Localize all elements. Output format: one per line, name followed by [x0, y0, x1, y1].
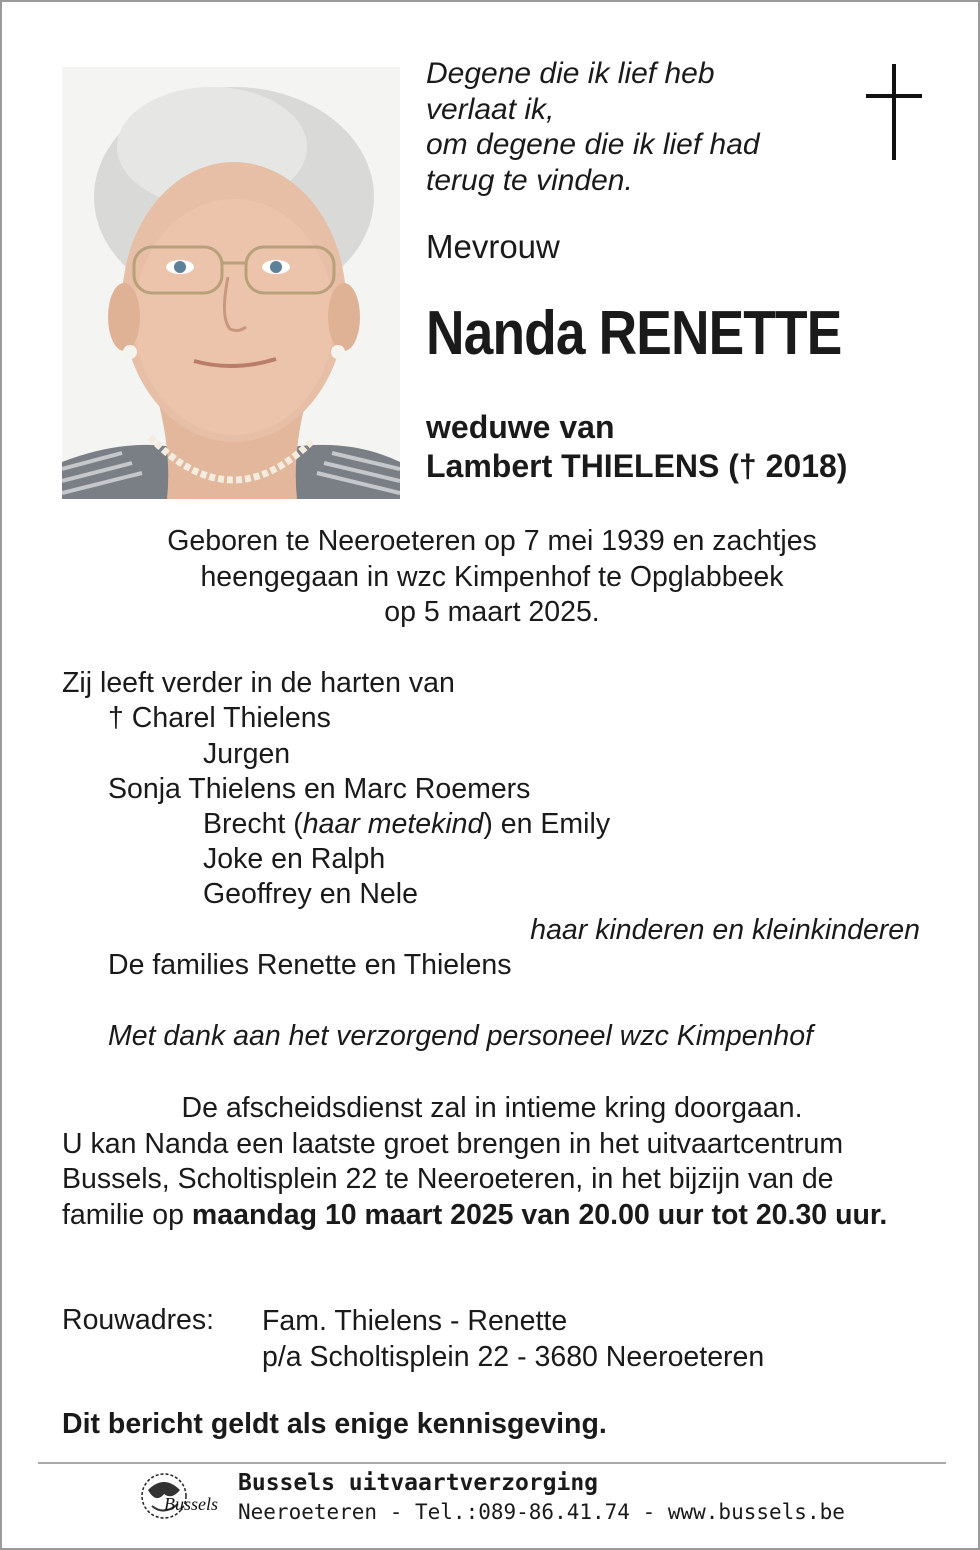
- spouse-name: Lambert THIELENS († 2018): [426, 448, 848, 484]
- thanks-line: Met dank aan het verzorgend personeel wzc Kimpenhof: [108, 1020, 813, 1052]
- service-line: De afscheidsdienst zal in intieme kring doorgaan.: [181, 1092, 803, 1124]
- birth-line: op 5 maart 2025.: [384, 596, 600, 628]
- birth-line: heengegaan in wzc Kimpenhof te Opglabbeek: [200, 560, 784, 593]
- company-name: Bussels uitvaartverzorging: [238, 1470, 599, 1496]
- spouse-relation: weduwe van: [426, 409, 615, 445]
- family-member-name: ) en Emily: [483, 808, 611, 840]
- family-member: † Charel Thielens: [108, 702, 331, 734]
- cross-icon: [866, 64, 922, 160]
- verse-line: terug te vinden.: [426, 163, 633, 197]
- birth-line: Geboren te Neeroeteren op 7 mei 1939 en zachtjes: [167, 525, 817, 557]
- family-member-name: Brecht (: [203, 808, 303, 840]
- family-member: Geoffrey en Nele: [203, 878, 418, 910]
- company-contact: Neeroeteren - Tel.:089-86.41.74 - www.bussels.be: [238, 1500, 845, 1524]
- address-line: Fam. Thielens - Renette: [262, 1305, 568, 1337]
- address-label: Rouwadres:: [62, 1304, 215, 1336]
- family-caption: haar kinderen en kleinkinderen: [530, 914, 920, 946]
- divider: [38, 1462, 946, 1464]
- family-member: Jurgen: [203, 738, 291, 770]
- service-info: [62, 1091, 922, 1233]
- bussels-logo: [134, 1470, 226, 1526]
- portrait-photo: [62, 67, 400, 499]
- service-details: U kan Nanda een laatste groet brengen in het uitvaartcentrum Bussels, Scholtisplein 22 te Neeroeteren, in het bijzijn van de familie op: [62, 1127, 844, 1231]
- verse-line: Degene die ik lief heb: [426, 57, 715, 90]
- verse-line: verlaat ik,: [426, 92, 555, 126]
- logo-text: Bussels: [164, 1494, 218, 1514]
- address-line: p/a Scholtisplein 22 - 3680 Neeroeteren: [262, 1340, 765, 1373]
- family-member: De families Renette en Thielens: [108, 949, 512, 981]
- family-intro: Zij leeft verder in de harten van: [62, 667, 455, 699]
- family-member: Joke en Ralph: [203, 843, 386, 875]
- honorific: Mevrouw: [426, 228, 560, 265]
- service-datetime: maandag 10 maart 2025 van 20.00 uur tot 20.30 uur.: [191, 1198, 888, 1231]
- spouse-info: [426, 408, 847, 486]
- deceased-name: Nanda RENETTE: [426, 299, 842, 368]
- service-text: [62, 1127, 922, 1234]
- family-member-note: haar metekind: [302, 808, 484, 840]
- family-member: [203, 808, 610, 841]
- memorial-verse: [426, 56, 846, 198]
- notice-text: Dit bericht geldt als enige kennisgeving.: [62, 1408, 607, 1440]
- mourning-address: [262, 1304, 764, 1375]
- family-member: Sonja Thielens en Marc Roemers: [108, 773, 531, 805]
- birth-death-info: [62, 524, 922, 631]
- verse-line: om degene die ik lief had: [426, 128, 760, 161]
